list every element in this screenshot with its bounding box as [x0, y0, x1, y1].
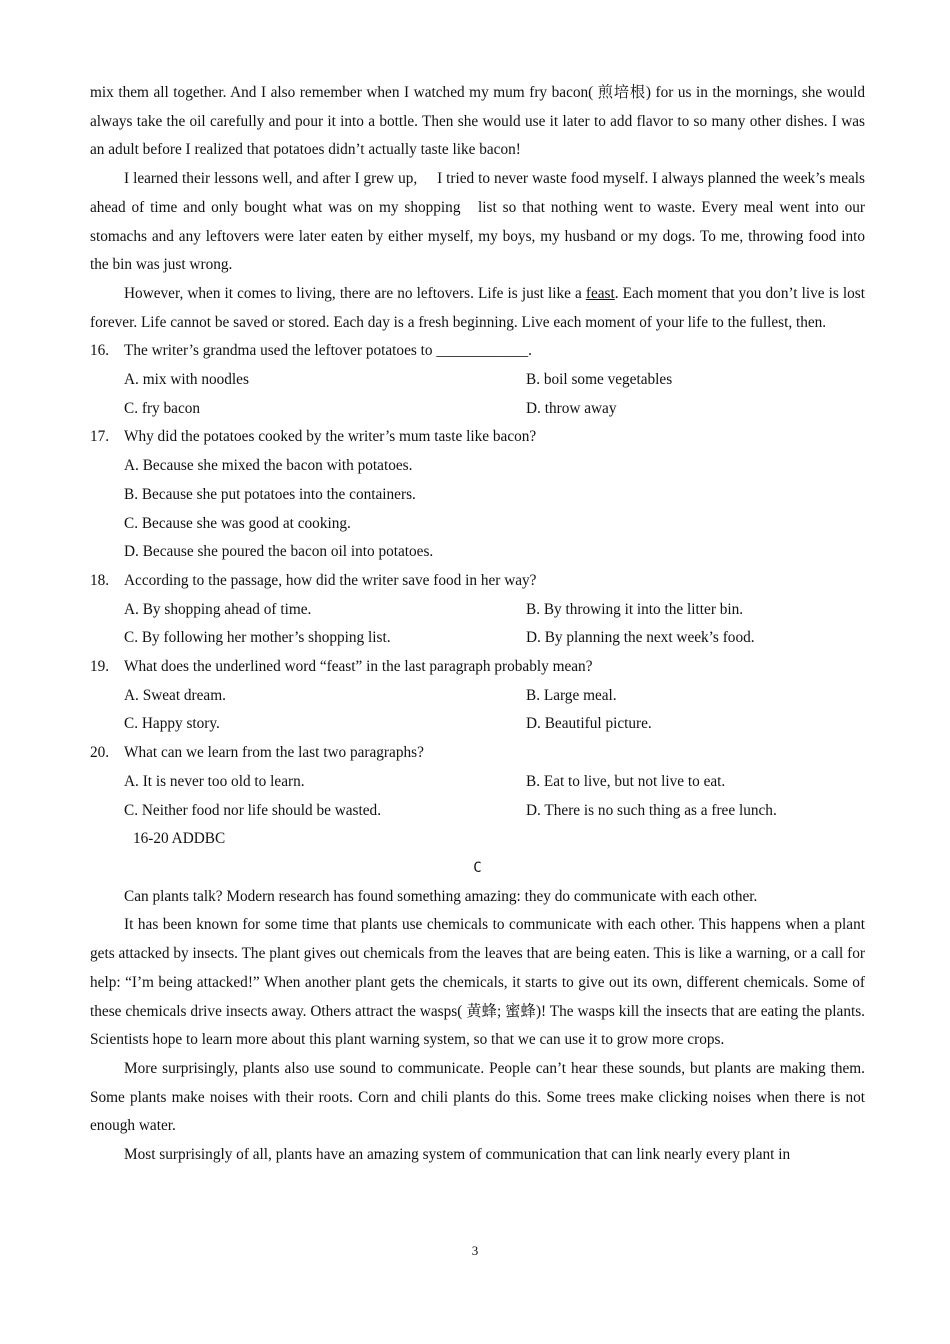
option-d: D. There is no such thing as a free lunch.	[526, 801, 777, 819]
option-a: A. Because she mixed the bacon with potatoes.	[124, 457, 413, 475]
option-c: C. Neither food nor life should be wasted.	[124, 801, 382, 819]
passage-b-paragraph-3	[90, 280, 865, 337]
question-20	[90, 739, 865, 768]
option-d: D. By planning the next week’s food.	[526, 629, 755, 647]
question-number: 20.	[90, 744, 110, 762]
question-text: Why did the potatoes cooked by the writer’s mum taste like bacon?	[124, 428, 537, 446]
question-number: 16.	[90, 342, 110, 360]
page-number: 3	[471, 1243, 479, 1258]
option-d: D. throw away	[526, 399, 617, 417]
option-c: C. fry bacon	[124, 399, 201, 417]
question-16	[90, 337, 865, 366]
section-label: C	[473, 859, 482, 876]
option-b: B. By throwing it into the litter bin.	[526, 600, 744, 618]
passage-b-paragraph-2: I learned their lessons well, and after I grew up, I tried to never waste food myself. I always planned the week’s meals ahead of time and only bought what was on my shopping list so that nothing went to waste. Every meal went into our stomachs and any leftovers were later eaten by either myself, my boys, my husband or my dogs. To me, throwing food into the bin was just wrong.	[90, 170, 869, 274]
option-b: B. Large meal.	[526, 686, 617, 704]
question-text: According to the passage, how did the writer save food in her way?	[124, 571, 537, 589]
question-number: 17.	[90, 428, 110, 446]
option-d: D. Beautiful picture.	[526, 715, 652, 733]
passage-c-paragraph-4: Most surprisingly of all, plants have an amazing system of communication that can link nearly every plant in	[124, 1146, 791, 1164]
answer-key: 16-20 ADDBC	[133, 830, 226, 848]
question-text: The writer’s grandma used the leftover potatoes to ____________.	[124, 342, 532, 360]
passage-c-paragraph-2: It has been known for some time that plants use chemicals to communicate with each other. This happens when a plant gets attacked by insects. The plant gives out chemicals from the leaves that are being eaten. This is like a warning, or a call for help: “I’m being attacked!” When another plant gets the chemicals, it starts to give out its own, different chemicals. Some of these chemicals drive insects away. Others attract the wasps( 黄蜂; 蜜蜂)! The wasps kill the insects that are eating the plants. Scientists hope to learn more about this plant warning system, so that we can use it to grow more crops.	[90, 916, 865, 1049]
question-number: 19.	[90, 658, 110, 676]
question-text: What can we learn from the last two paragraphs?	[124, 744, 424, 762]
option-c: C. By following her mother’s shopping list.	[124, 629, 391, 647]
paragraph-3-text-b: . Each moment that you don’t live is lost forever. Life cannot be saved or stored. Each day is a fresh beginning. Live each moment of your life to the fullest, then.	[90, 284, 865, 331]
option-c: C. Happy story.	[124, 715, 220, 733]
question-20-options	[90, 768, 865, 825]
paragraph-3-text-a: However, when it comes to living, there are no leftovers. Life is just like a	[124, 284, 586, 302]
question-17	[90, 423, 865, 452]
question-18	[90, 567, 865, 596]
question-18-options	[90, 596, 865, 653]
question-19-options	[90, 682, 865, 739]
question-number: 18.	[90, 571, 110, 589]
question-19	[90, 653, 865, 682]
option-b: B. Eat to live, but not live to eat.	[526, 772, 726, 790]
option-c: C. Because she was good at cooking.	[124, 514, 351, 532]
question-17-options	[90, 452, 865, 567]
passage-c-paragraph-1: Can plants talk? Modern research has found something amazing: they do communicate with each other.	[124, 887, 758, 905]
underlined-word-feast: feast	[585, 284, 615, 302]
question-text: What does the underlined word “feast” in the last paragraph probably mean?	[124, 658, 593, 676]
option-a: A. mix with noodles	[124, 371, 249, 389]
question-16-options	[90, 366, 865, 423]
option-b: B. boil some vegetables	[526, 371, 673, 389]
option-b: B. Because she put potatoes into the containers.	[124, 485, 416, 503]
document-page	[90, 79, 869, 1170]
option-a: A. By shopping ahead of time.	[124, 600, 312, 618]
passage-b-paragraph-1: mix them all together. And I also remember when I watched my mum fry bacon( 煎培根) for us in the mornings, she would always take the oil carefully and pour it into a bottle. Then she would use it later to add flavor to so many other dishes. I was an adult before I realized that potatoes didn’t actually taste like bacon!	[90, 84, 865, 159]
option-d: D. Because she poured the bacon oil into potatoes.	[124, 543, 434, 561]
option-a: A. Sweat dream.	[124, 686, 226, 704]
option-a: A. It is never too old to learn.	[124, 772, 305, 790]
passage-c-paragraph-3: More surprisingly, plants also use sound to communicate. People can’t hear these sounds, but plants are making them. Some plants make noises with their roots. Corn and chili plants do this. Some trees make clicking noises when there is not enough water.	[90, 1059, 865, 1135]
